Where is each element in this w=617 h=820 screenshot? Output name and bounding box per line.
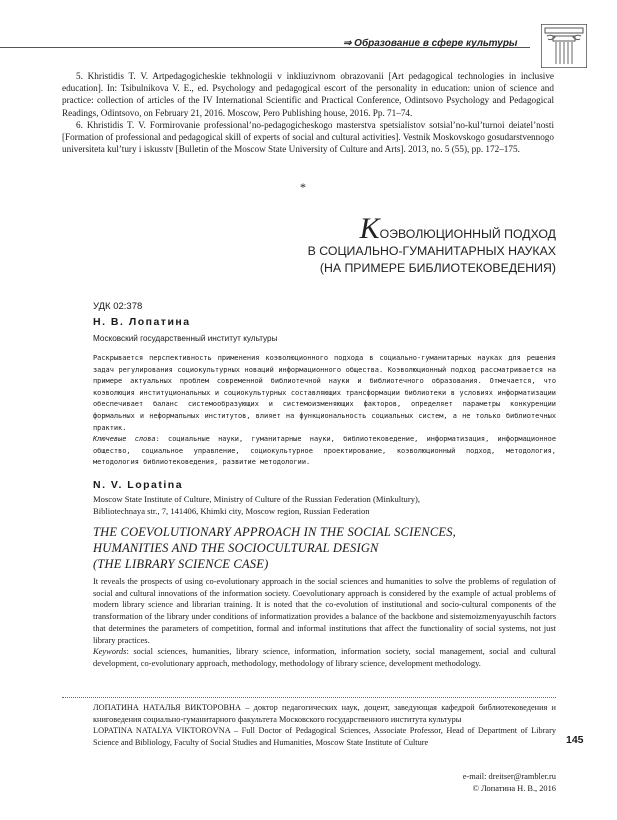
title-en-line-1: THE COEVOLUTIONARY APPROACH IN THE SOCIAL SCIENCES,	[93, 525, 456, 539]
title-ru-line-1: ОЭВОЛЮЦИОННЫЙ ПОДХОД	[379, 227, 556, 241]
copyright: © Лопатина Н. В., 2016	[472, 784, 556, 793]
abstract-ru	[93, 353, 556, 469]
article-title-ru	[234, 212, 556, 277]
reference-item: 6. Khristidis T. V. Formirovanie professional’no-pedagogicheskogo masterstva spetsialistov sotsial’no-kul’turnoi deiatel’nosti [Formation of professional and pedagogical skill of experts of social and cultural activities]. Vestnik Moskovskogo gosudarstvennogo universiteta kul’tury i iskusstv [Bulletin of the Moscow State University of Culture and Arts]. 2013, no. 5 (55), pp. 172–175.	[62, 119, 554, 155]
bio-ru-name: ЛОПАТИНА НАТАЛЬЯ ВИКТОРОВНА	[93, 703, 242, 712]
arrow-icon: ⇒	[343, 38, 352, 49]
page-number: 145	[566, 734, 584, 746]
reference-item: 5. Khristidis T. V. Artpedagogicheskie tekhnologii v inkliuzivnom obrazovanii [Art pedagogical technologies in inclusive education]. In: Tsibulnikova V. E., ed. Psychology and pedagogical escort of the personality in education: union of science and practice: collection of articles of the IV International Scientific and Practical Conference, Odintsovo Psychology and Pedagogical Readings, Odintsovo, on February 21, 2016. Moscow, Pero Publishing house, 2016. Pp. 71–74.	[62, 71, 554, 118]
affiliation-en	[93, 494, 556, 517]
section-title: Образование в сфере культуры	[354, 38, 518, 49]
affiliation-ru: Московский государственный институт культуры	[93, 334, 278, 343]
author-en: N. V. Lopatina	[93, 479, 184, 491]
column-capital-icon	[541, 24, 587, 68]
title-ru-line-2: В СОЦИАЛЬНО-ГУМАНИТАРНЫХ НАУКАХ	[307, 244, 556, 258]
bio-en-name: LOPATINA NATALYA VIKTOROVNA	[93, 726, 231, 736]
keywords-ru: : социальные науки, гуманитарные науки, библиотековедение, информатизация, информационное общество, социальное управление, социокультурное проектирование, коэволюционный подход, методология, методология библиотековедения, развитие методологии.	[93, 435, 556, 467]
author-ru: Н. В. Лопатина	[93, 316, 191, 328]
title-en-line-3: (THE LIBRARY SCIENCE CASE)	[93, 557, 269, 571]
article-title-en	[93, 524, 563, 572]
keywords-en: : social sciences, humanities, library science, information, information society, social management, social and cultural development, co-evolutionary approach, methodology, methodology of library science, development methodology.	[93, 646, 556, 668]
abstract-ru-text: Раскрывается перспективность применения коэволюционного подхода в социально-гуманитарных науках для решения задач регулирования социокультурных новаций информационного общества. Коэволюционный подход рассматривается на примере актуальных проблем современной библиотечной науки и библиотечного образования. Отмечается, что коэволюция институциональных и социокультурных составляющих трансформации библиотеки в условиях информатизации обеспечивает баланс системообразующих и системоизменяющих факторов, определяет параметры конкуренции формальных и неформальных институтов, влияет на функциональность социальных систем, а не только библиотечных практик.	[93, 354, 556, 432]
bio-en-text: – Full Doctor of Pedagogical Sciences, Associate Professor, Head of Department of Library Science and Bibliology, Faculty of Social Studies and Humanities, Moscow State Institute of Culture	[93, 726, 557, 747]
section-star: *	[300, 180, 306, 194]
keywords-en-label: Keywords	[93, 646, 127, 657]
title-en-line-2: HUMANITIES AND THE SOCIOCULTURAL DESIGN	[93, 541, 379, 555]
udk-code: УДК 02:378	[93, 301, 143, 312]
title-drop-cap: К	[359, 212, 380, 245]
keywords-ru-label: Ключевые слова	[93, 435, 156, 444]
affiliation-en-line-2: Bibliotechnaya str., 7, 141406, Khimki city, Moscow region, Russian Federation	[93, 505, 370, 516]
bio-ru-text: – доктор педагогических наук, доцент, заведующая кафедрой библиотековедения и книговедения социально-гуманитарного факультета Московского государственного института культуры	[93, 703, 556, 724]
running-header	[343, 38, 517, 49]
email: e-mail: dreitser@rambler.ru	[462, 772, 556, 781]
divider	[62, 697, 556, 698]
abstract-en	[93, 576, 556, 670]
author-bio	[93, 702, 556, 748]
title-ru-line-3: (НА ПРИМЕРЕ БИБЛИОТЕКОВЕДЕНИЯ)	[319, 261, 556, 275]
reference-list	[62, 70, 554, 155]
affiliation-en-line-1: Moscow State Institute of Culture, Ministry of Culture of the Russian Federation (Minkultury),	[93, 494, 420, 504]
contact	[380, 771, 556, 795]
abstract-en-text: It reveals the prospects of using co-evolutionary approach in the social sciences and humanities to solve the problems of regulation of social and cultural innovations of the information society. Coevolutionary approach is considered by the example of actual problems of modern library science and librarian training. It is noted that the co-evolution of institutional and socio-cultural components of the transformation of the library under conditions of informatization provides a balance of the backbone and sistemoizmenyayuschih factors that determines the parameters of competition, formal and informal institutions that affect the functionality of social systems, not just library practices.	[93, 576, 556, 645]
